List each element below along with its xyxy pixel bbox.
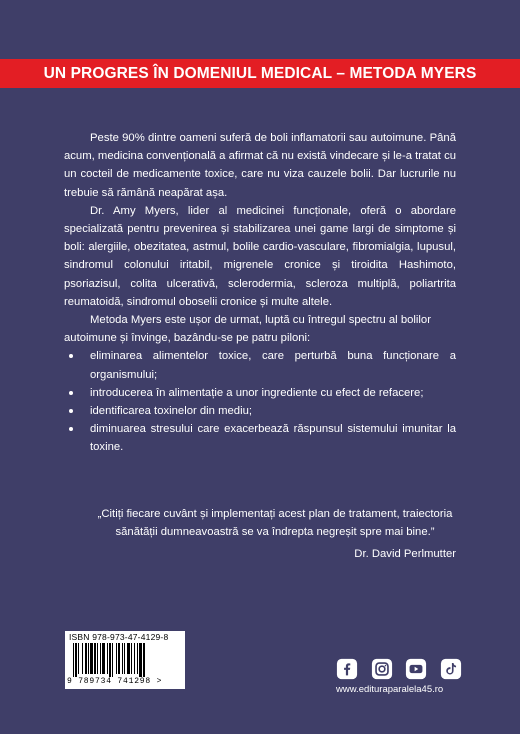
barcode — [65, 631, 185, 689]
publisher-website[interactable]: www.edituraparalela45.ro — [336, 684, 444, 695]
isbn-label: ISBN 978-973-47-4129-8 — [69, 632, 169, 642]
list-item: diminuarea stresului care exacerbează răspunsul sistemului imunitar la toxine. — [64, 420, 456, 456]
quote-author: Dr. David Perlmutter — [354, 548, 456, 560]
banner-title: UN PROGRES ÎN DOMENIUL MEDICAL – METODA MYERS — [43, 64, 477, 82]
tiktok-icon[interactable] — [440, 658, 462, 680]
facebook-icon[interactable] — [336, 658, 358, 680]
title-banner — [0, 59, 520, 88]
blurb-paragraph: Dr. Amy Myers, lider al medicinei funcționale, oferă o abordare specializată pentru prevenirea și stabilizarea unei game largi de simptome și boli: alergiile, obezitatea, astmul, bolile cardio-vasculare, fibromialgia, lupusul, sindromul colonului iritabil, migrenele cronice și tiroidita Hashimoto, psoriazisul, colita ulcerativă, sclerodermia, scleroza multiplă, poliartrita reumatoidă, sindromul oboselii cronice și multe altele. — [64, 204, 456, 308]
blurb-paragraph: Metoda Myers este ușor de urmat, luptă cu întregul spectru al bolilor autoimune și învinge, bazându-se pe patru piloni: — [64, 314, 431, 345]
barcode-bars — [73, 643, 177, 677]
barcode-digits: 9 789734 741298 > — [67, 677, 163, 686]
blurb — [64, 129, 456, 457]
pillars-list — [64, 347, 456, 456]
social-links — [336, 658, 462, 682]
blurb-paragraph: Peste 90% dintre oameni suferă de boli inflamatorii sau autoimune. Până acum, medicina convențională a afirmat că nu există vindecare și le-a tratat cu un cocteil de medicamente toxice, care nu viza cauzele bolii. Dar lucrurile nu trebuie să rămână neapărat așa. — [64, 132, 456, 199]
list-item: eliminarea alimentelor toxice, care perturbă buna funcționare a organismului; — [64, 347, 456, 383]
list-item: identificarea toxinelor din mediu; — [64, 402, 456, 420]
youtube-icon[interactable] — [405, 658, 427, 680]
instagram-icon[interactable] — [371, 658, 393, 680]
list-item: introducerea în alimentație a unor ingrediente cu efect de refacere; — [64, 384, 456, 402]
endorsement-quote: „Citiți fiecare cuvânt și implementați acest plan de tratament, traiectoria sănătății dumneavoastră se va îndrepta negreșit spre mai bine.” — [97, 508, 453, 539]
